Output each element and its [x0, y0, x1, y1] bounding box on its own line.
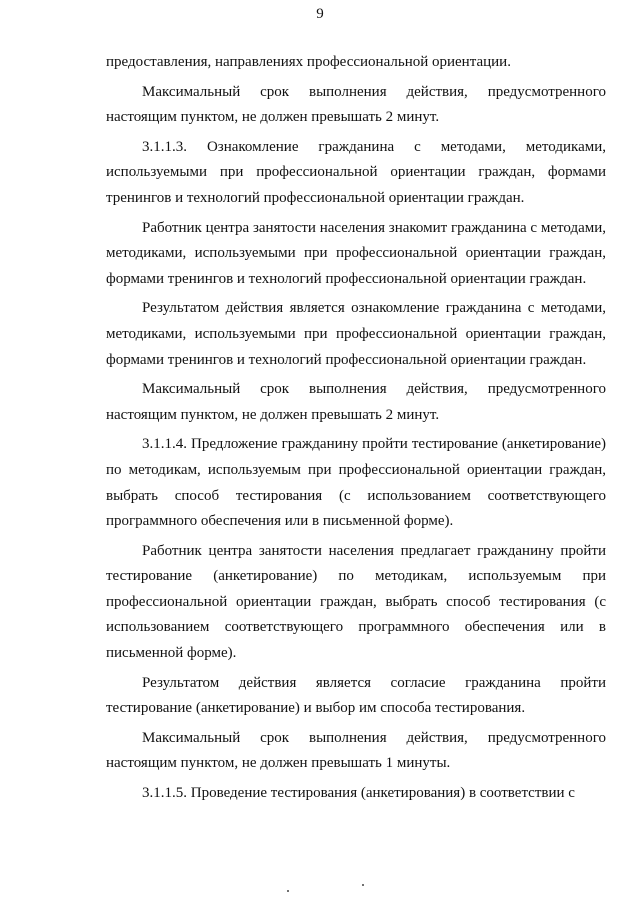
paragraph-max-time-1: Максимальный срок выполнения действия, предусмотренного настоящим пунктом, не должен превышать 1 минуты.: [106, 729, 606, 772]
document-body: [106, 50, 606, 811]
paragraph-max-time-2b: Максимальный срок выполнения действия, предусмотренного настоящим пунктом, не должен превышать 2 минут.: [106, 381, 606, 423]
paragraph-result-consent: Результатом действия является согласие гражданина пройти тестирование (анкетирование) и выбор им способа тестирования.: [106, 674, 606, 717]
paragraph-section-3-1-1-4: 3.1.1.4. Предложение гражданину пройти тестирование (анкетирование) по методикам, используемым при профессиональной ориентации граждан, выбрать способ тестирования (с использованием соответствующего программного обеспечения или в письменной форме).: [106, 436, 606, 530]
page-number: 9: [316, 6, 324, 22]
paragraph-section-3-1-1-3: 3.1.1.3. Ознакомление гражданина с методами, методиками, используемыми при профессиональной ориентации граждан, формами тренингов и технологий профессиональной ориентации граждан.: [106, 138, 606, 206]
paragraph-result-acquaintance: Результатом действия является ознакомление гражданина с методами, методиками, используемыми при профессиональной ориентации граждан, формами тренингов и технологий профессиональной ориентации граждан.: [106, 300, 606, 368]
scan-speck: [287, 890, 289, 892]
paragraph-worker-offers: Работник центра занятости населения предлагает гражданину пройти тестирование (анкетирование) по методикам, используемым при профессиональной ориентации граждан, выбрать способ тестирования (с использованием соответствующего программного обеспечения или в письменной форме).: [106, 542, 606, 662]
scan-speck: [362, 884, 364, 886]
paragraph-section-3-1-1-5: 3.1.1.5. Проведение тестирования (анкетирования) в соответствии с: [142, 785, 575, 802]
paragraph-worker-acquaints: Работник центра занятости населения знакомит гражданина с методами, методиками, используемыми при профессиональной ориентации граждан, формами тренингов и технологий профессиональной ориентации граждан.: [106, 219, 606, 287]
paragraph-max-time-2: Максимальный срок выполнения действия, предусмотренного настоящим пунктом, не должен превышать 2 минут.: [106, 83, 606, 126]
paragraph-continuation: предоставления, направлениях профессиональной ориентации.: [106, 54, 511, 70]
